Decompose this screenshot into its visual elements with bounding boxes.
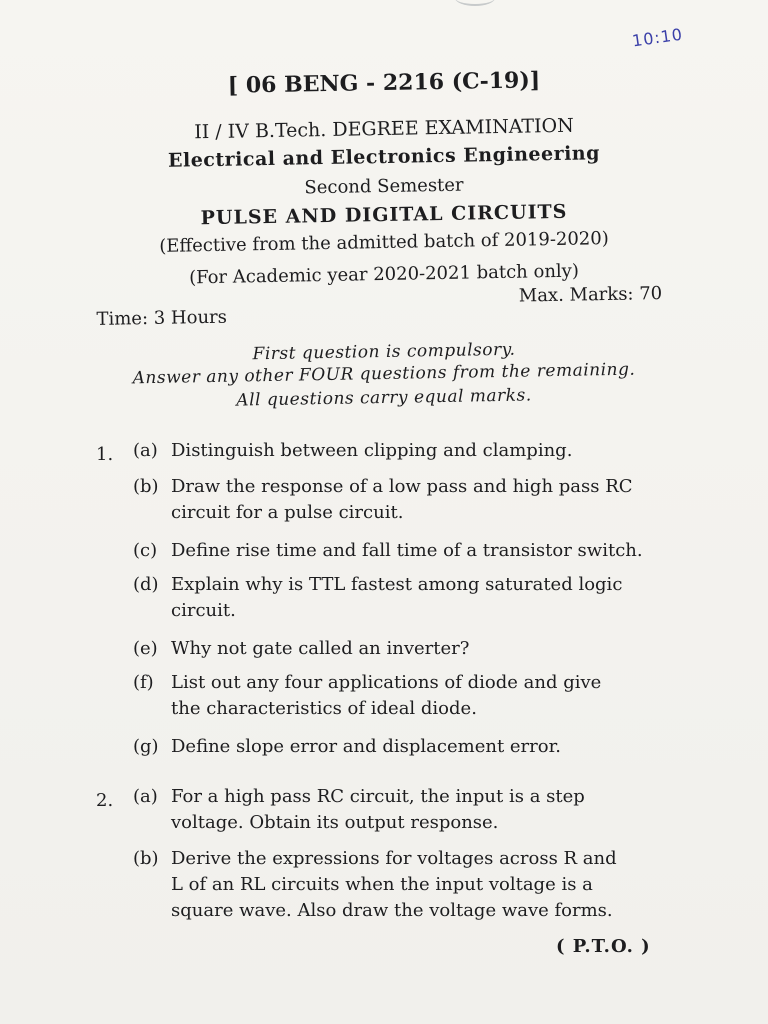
- question-1-number: [96, 442, 113, 467]
- instruction-equal-marks: All questions carry equal marks.: [236, 385, 532, 411]
- part-text-line-1: Derive the expressions for voltages across R and: [171, 848, 617, 869]
- semester-title: Second Semester: [304, 174, 464, 199]
- subject-title: PULSE AND DIGITAL CIRCUITS: [200, 200, 568, 230]
- part-text-line-2: L of an RL circuits when the input voltage is a: [171, 874, 593, 895]
- instruction-answer-four: Answer any other FOUR questions from the remaining.: [132, 359, 636, 389]
- part-text: Define slope error and displacement error.: [171, 736, 561, 757]
- part-label: (a): [133, 440, 158, 461]
- part-label: (b): [133, 476, 159, 497]
- time-label: Time: 3 Hours: [96, 306, 228, 330]
- part-text-line-1: Draw the response of a low pass and high pass RC: [171, 476, 633, 497]
- part-label: (f): [133, 672, 154, 693]
- instruction-compulsory: First question is compulsory.: [252, 339, 516, 365]
- part-text-line-2: circuit for a pulse circuit.: [171, 502, 404, 523]
- paper-code: [ 06 BENG - 2216 (C-19)]: [227, 67, 541, 99]
- part-text-line-1: List out any four applications of diode and give: [171, 672, 602, 693]
- part-label: (b): [133, 848, 159, 869]
- part-text: Define rise time and fall time of a transistor switch.: [171, 540, 643, 561]
- part-text: Distinguish between clipping and clamping.: [171, 440, 573, 461]
- part-label: (a): [133, 786, 158, 807]
- question-number: 2.: [96, 790, 114, 811]
- ink-smudge: [455, 0, 495, 6]
- part-label: (e): [133, 638, 158, 659]
- question-number: 1.: [96, 444, 114, 465]
- effective-note: (Effective from the admitted batch of 2019-2020): [159, 228, 609, 257]
- academic-year-note: (For Academic year 2020-2021 batch only): [188, 260, 580, 289]
- exam-title: II / IV B.Tech. DEGREE EXAMINATION: [194, 114, 574, 144]
- part-text-line-1: Explain why is TTL fastest among saturated logic: [171, 574, 623, 595]
- part-text-line-2: the characteristics of ideal diode.: [171, 698, 477, 719]
- max-marks-label: Max. Marks: 70: [518, 283, 663, 307]
- pto-label: ( P.T.O. ): [556, 936, 651, 957]
- part-text-line-3: square wave. Also draw the voltage wave forms.: [171, 900, 613, 921]
- part-text-line-2: circuit.: [171, 600, 236, 621]
- part-text-line-2: voltage. Obtain its output response.: [171, 812, 499, 833]
- part-text: Why not gate called an inverter?: [171, 638, 470, 659]
- question-2-number: [96, 788, 113, 813]
- part-label: (d): [133, 574, 159, 595]
- part-label: (g): [133, 736, 159, 757]
- part-label: (c): [133, 540, 158, 561]
- part-text-line-1: For a high pass RC circuit, the input is a step: [171, 786, 585, 807]
- branch-title: Electrical and Electronics Engineering: [167, 142, 601, 172]
- handwritten-note: 10:10: [630, 24, 685, 51]
